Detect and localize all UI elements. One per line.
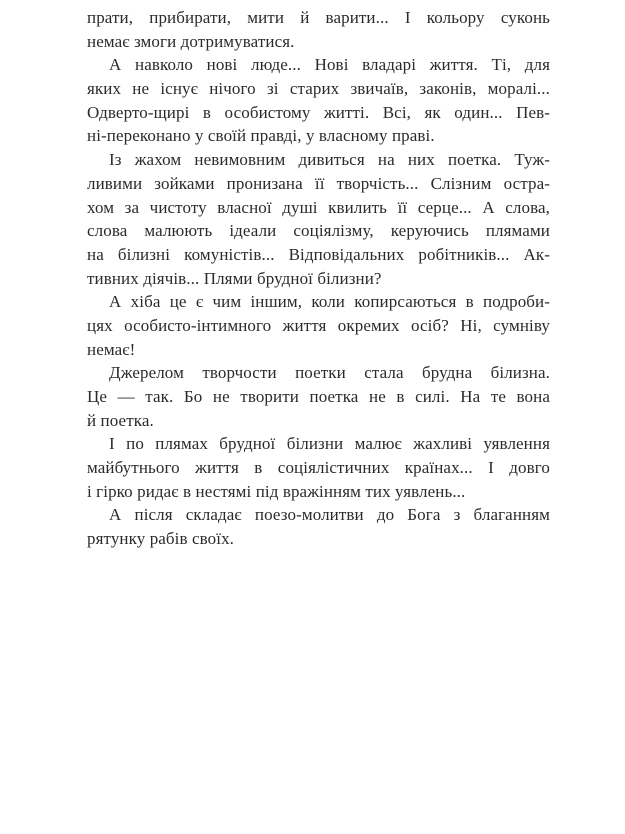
text-line: рятунку рабів своїх.	[87, 529, 235, 549]
text-line: на білизні комуністів... Відповідальних робітників... Ак-	[87, 244, 550, 264]
text-line: слова малюють ідеали соціялізму, керуючись плямами	[87, 221, 550, 241]
text-line: ні-переконано у своїй правді, у власному праві.	[87, 126, 435, 146]
page-text	[87, 6, 550, 551]
text-line: Джерелом творчости поетки стала брудна білизна.	[109, 363, 550, 383]
text-line: і гірко ридає в нестямі під вражінням тих уявлень...	[87, 481, 466, 501]
text-line: тивних діячів... Плями брудної білизни?	[87, 268, 382, 288]
text-line: майбутнього життя в соціялістичних країнах... І довго	[87, 458, 550, 478]
text-line: немає змоги дотримуватися.	[87, 31, 295, 51]
text-line: Це — так. Бо не творити поетка не в силі. На те вона	[87, 387, 550, 406]
text-line: Одверто-щирі в особистому житті. Всі, як один... Пев-	[87, 102, 550, 122]
text-line: прати, прибирати, мити й варити... І кольору суконь	[87, 8, 550, 27]
text-line: А хіба це є чим іншим, коли копирсаються в подроби-	[109, 292, 550, 312]
text-line: цях особисто-інтимного життя окремих осіб? Ні, сумніву	[87, 315, 550, 335]
text-line: А навколо нові люде... Нові владарі життя. Ті, для	[109, 55, 550, 75]
text-line: А після складає поезо-молитви до Бога з благанням	[109, 505, 550, 525]
text-line: хом за чистоту власної душі квилить її серце... А слова,	[87, 197, 550, 217]
text-line: й поетка.	[87, 410, 154, 430]
text-line: немає!	[87, 339, 136, 359]
text-line: І по плямах брудної білизни малює жахливі уявлення	[109, 434, 550, 454]
text-line: яких не існує нічого зі старих звичаїв, законів, моралі...	[87, 79, 550, 99]
text-line: ливими зойками пронизана її творчість... Слізним остра-	[87, 173, 550, 193]
text-line: Із жахом невимовним дивиться на них поетка. Туж-	[109, 150, 550, 170]
